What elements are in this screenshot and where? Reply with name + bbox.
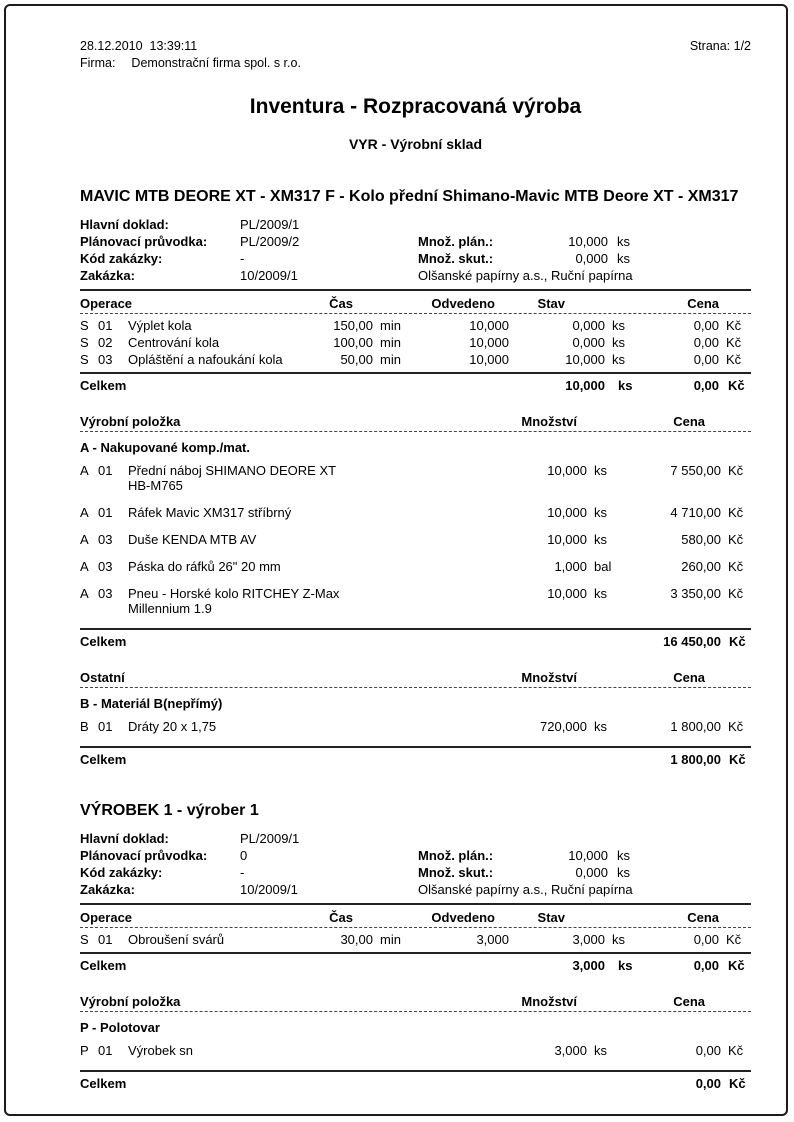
report-content <box>6 6 786 1092</box>
product-info-block <box>80 216 751 291</box>
info-unit-qty-actual: ks <box>617 251 630 266</box>
info-value-qty-actual: 0,000 <box>575 865 608 880</box>
mat-name <box>128 586 497 616</box>
mat-price: 7 550,00 <box>670 463 721 478</box>
op-name: Centrování kola <box>128 335 220 350</box>
report-subtitle: VYR - Výrobní sklad <box>348 136 483 152</box>
mat-unit: ks <box>594 532 607 547</box>
op-number: 01 <box>98 932 113 947</box>
column-header-price: Cena <box>687 910 719 925</box>
mat-number: 01 <box>98 719 113 734</box>
other-total-row <box>80 746 751 768</box>
mat-type: A <box>80 505 89 520</box>
op-number: 02 <box>98 335 113 350</box>
info-row <box>80 233 751 250</box>
material-row <box>80 559 751 574</box>
mat-name-line1: Duše KENDA MTB AV <box>128 532 257 547</box>
op-currency: Kč <box>726 335 742 350</box>
product-section <box>80 800 751 1092</box>
column-header-price: Cena <box>687 296 719 311</box>
op-time: 100,00 <box>333 335 373 350</box>
mat-price: 4 710,00 <box>670 505 721 520</box>
materials-total-row <box>80 628 751 650</box>
mat-price: 0,00 <box>695 1043 721 1058</box>
op-time-unit: min <box>380 335 401 350</box>
mat-name <box>128 559 497 574</box>
info-row <box>80 864 751 881</box>
info-label-qty-planned: Množ. plán.: <box>418 234 494 249</box>
total-state: 3,000 <box>572 958 605 973</box>
total-price: 16 450,00 <box>663 634 721 649</box>
info-label-planning-card: Plánovací průvodka: <box>80 848 208 863</box>
info-value-main-document: PL/2009/1 <box>240 217 300 232</box>
info-label-order-code: Kód zakázky: <box>80 865 163 880</box>
column-header-production-item: Výrobní položka <box>80 994 181 1009</box>
material-row <box>80 463 751 493</box>
op-time: 150,00 <box>333 318 373 333</box>
info-label-order: Zakázka: <box>80 882 135 897</box>
op-state-unit: ks <box>612 335 625 350</box>
mat-unit: ks <box>594 463 607 478</box>
mat-name-line1: Páska do ráfků 26" 20 mm <box>128 559 281 574</box>
op-name: Opláštění a nafoukání kola <box>128 352 283 367</box>
total-label: Celkem <box>80 958 127 973</box>
info-label-main-document: Hlavní doklad: <box>80 217 169 232</box>
mat-type: A <box>80 532 89 547</box>
mat-currency: Kč <box>728 586 744 601</box>
op-price: 0,00 <box>693 352 719 367</box>
op-number: 03 <box>98 352 113 367</box>
op-currency: Kč <box>726 352 742 367</box>
mat-number: 03 <box>98 559 113 574</box>
material-row <box>80 505 751 520</box>
total-currency: Kč <box>729 752 746 767</box>
total-currency: Kč <box>728 378 745 393</box>
column-header-operation: Operace <box>80 296 133 311</box>
total-label: Celkem <box>80 634 127 649</box>
op-state: 10,000 <box>565 352 605 367</box>
info-row <box>80 267 751 284</box>
operation-row <box>80 317 751 334</box>
info-label-qty-planned: Množ. plán.: <box>418 848 494 863</box>
info-value-qty-actual: 0,000 <box>575 251 608 266</box>
mat-currency: Kč <box>728 532 744 547</box>
mat-price: 260,00 <box>681 559 721 574</box>
mat-number: 03 <box>98 532 113 547</box>
report-header <box>80 38 751 54</box>
op-state-unit: ks <box>612 318 625 333</box>
mat-name-line1: Pneu - Horské kolo RITCHEY Z-Max <box>128 586 340 601</box>
op-time-unit: min <box>380 932 401 947</box>
column-header-other: Ostatní <box>80 670 125 685</box>
material-row <box>80 1043 751 1058</box>
total-price: 0,00 <box>693 378 719 393</box>
column-header-time: Čas <box>329 296 353 311</box>
report-datetime: 28.12.2010 13:39:11 <box>80 39 198 53</box>
info-row <box>80 847 751 864</box>
total-label: Celkem <box>80 1076 127 1091</box>
column-header-operation: Operace <box>80 910 133 925</box>
mat-name-line1: Přední náboj SHIMANO DEORE XT <box>128 463 337 478</box>
operation-row <box>80 931 751 948</box>
mat-price: 3 350,00 <box>670 586 721 601</box>
op-state-unit: ks <box>612 932 625 947</box>
total-label: Celkem <box>80 378 127 393</box>
mat-quantity: 10,000 <box>547 463 587 478</box>
op-time: 50,00 <box>340 352 373 367</box>
material-row <box>80 532 751 547</box>
mat-unit: bal <box>594 559 612 574</box>
info-value-order-code: - <box>240 865 245 880</box>
mat-quantity: 720,000 <box>540 719 587 734</box>
firm-name: Demonstrační firma spol. s r.o. <box>131 56 301 70</box>
info-value-planning-card: PL/2009/2 <box>240 234 300 249</box>
materials-table-header <box>80 409 751 432</box>
mat-quantity: 3,000 <box>554 1043 587 1058</box>
op-reported: 10,000 <box>469 352 509 367</box>
total-label: Celkem <box>80 752 127 767</box>
column-header-quantity: Množství <box>521 994 577 1009</box>
material-row <box>80 586 751 616</box>
mat-number: 01 <box>98 505 113 520</box>
info-unit-qty-actual: ks <box>617 865 630 880</box>
op-time: 30,00 <box>340 932 373 947</box>
mat-unit: ks <box>594 505 607 520</box>
op-type: S <box>80 335 89 350</box>
op-currency: Kč <box>726 932 742 947</box>
info-label-qty-actual: Množ. skut.: <box>418 865 494 880</box>
column-header-reported: Odvedeno <box>431 910 495 925</box>
op-name: Obroušení svárů <box>128 932 225 947</box>
operations-table-header <box>80 291 751 314</box>
info-value-order: 10/2009/1 <box>240 882 298 897</box>
op-name: Výplet kola <box>128 318 192 333</box>
material-group-heading: P - Polotovar <box>80 1020 160 1035</box>
info-row <box>80 830 751 847</box>
other-row <box>80 719 751 734</box>
mat-type: P <box>80 1043 89 1058</box>
total-currency: Kč <box>729 1076 746 1091</box>
mat-quantity: 1,000 <box>554 559 587 574</box>
mat-type: A <box>80 586 89 601</box>
info-row <box>80 250 751 267</box>
total-price: 1 800,00 <box>670 752 721 767</box>
info-value-order-code: - <box>240 251 245 266</box>
product-section <box>80 186 751 768</box>
mat-currency: Kč <box>728 505 744 520</box>
op-currency: Kč <box>726 318 742 333</box>
mat-number: 01 <box>98 1043 113 1058</box>
product-info-block <box>80 830 751 905</box>
mat-type: B <box>80 719 89 734</box>
column-header-quantity: Množství <box>521 670 577 685</box>
op-type: S <box>80 352 89 367</box>
info-customer-name: Olšanské papírny a.s., Ruční papírna <box>418 882 633 897</box>
column-header-quantity: Množství <box>521 414 577 429</box>
total-currency: Kč <box>728 958 745 973</box>
total-state-unit: ks <box>618 958 633 973</box>
op-time-unit: min <box>380 318 401 333</box>
op-state: 3,000 <box>572 932 605 947</box>
column-header-state: Stav <box>537 910 565 925</box>
page-number: Strana: 1/2 <box>689 39 751 53</box>
column-header-price: Cena <box>673 414 705 429</box>
operations-rows <box>80 314 751 372</box>
operations-rows <box>80 928 751 952</box>
info-label-order: Zakázka: <box>80 268 135 283</box>
mat-name <box>128 505 497 520</box>
total-price: 0,00 <box>695 1076 721 1091</box>
mat-type: A <box>80 463 89 478</box>
operations-table-header <box>80 905 751 928</box>
op-state-unit: ks <box>612 352 625 367</box>
total-price: 0,00 <box>693 958 719 973</box>
column-header-price: Cena <box>673 670 705 685</box>
info-value-order: 10/2009/1 <box>240 268 298 283</box>
report-page <box>4 4 788 1116</box>
mat-name: Výrobek sn <box>128 1043 194 1058</box>
operations-total-row <box>80 952 751 974</box>
op-price: 0,00 <box>693 318 719 333</box>
column-header-time: Čas <box>329 910 353 925</box>
product-heading: MAVIC MTB DEORE XT - XM317 F - Kolo přední Shimano-Mavic MTB Deore XT - XM317 <box>80 188 739 205</box>
mat-name-line1: Ráfek Mavic XM317 stříbrný <box>128 505 292 520</box>
op-price: 0,00 <box>693 335 719 350</box>
mat-name-line2: HB-M765 <box>128 478 183 493</box>
info-label-qty-actual: Množ. skut.: <box>418 251 494 266</box>
op-number: 01 <box>98 318 113 333</box>
column-header-state: Stav <box>537 296 565 311</box>
total-state: 10,000 <box>565 378 605 393</box>
total-currency: Kč <box>729 634 746 649</box>
mat-currency: Kč <box>728 463 744 478</box>
info-unit-qty-planned: ks <box>617 848 630 863</box>
info-value-qty-planned: 10,000 <box>568 234 608 249</box>
info-customer-name: Olšanské papírny a.s., Ruční papírna <box>418 268 633 283</box>
info-label-order-code: Kód zakázky: <box>80 251 163 266</box>
column-header-reported: Odvedeno <box>431 296 495 311</box>
firm-line <box>80 55 751 71</box>
op-reported: 3,000 <box>476 932 509 947</box>
info-label-planning-card: Plánovací průvodka: <box>80 234 208 249</box>
info-value-planning-card: 0 <box>240 848 248 863</box>
product-heading: VÝROBEK 1 - výrober 1 <box>80 802 259 819</box>
other-group-heading: B - Materiál B(nepřímý) <box>80 696 223 711</box>
op-reported: 10,000 <box>469 318 509 333</box>
mat-price: 1 800,00 <box>670 719 721 734</box>
mat-currency: Kč <box>728 719 744 734</box>
info-value-main-document: PL/2009/1 <box>240 831 300 846</box>
column-header-price: Cena <box>673 994 705 1009</box>
materials-total-row <box>80 1070 751 1092</box>
mat-unit: ks <box>594 719 607 734</box>
mat-currency: Kč <box>728 1043 744 1058</box>
operations-total-row <box>80 372 751 394</box>
mat-quantity: 10,000 <box>547 532 587 547</box>
other-table-header <box>80 665 751 688</box>
mat-number: 01 <box>98 463 113 478</box>
mat-name-line2: Millennium 1.9 <box>128 601 212 616</box>
mat-unit: ks <box>594 586 607 601</box>
info-label-main-document: Hlavní doklad: <box>80 831 169 846</box>
mat-quantity: 10,000 <box>547 505 587 520</box>
mat-unit: ks <box>594 1043 607 1058</box>
op-price: 0,00 <box>693 932 719 947</box>
info-row <box>80 216 751 233</box>
op-type: S <box>80 932 89 947</box>
info-row <box>80 881 751 898</box>
op-state: 0,000 <box>572 318 605 333</box>
operation-row <box>80 334 751 351</box>
column-header-production-item: Výrobní položka <box>80 414 181 429</box>
op-reported: 10,000 <box>469 335 509 350</box>
mat-name <box>128 463 497 493</box>
mat-name <box>128 532 497 547</box>
mat-number: 03 <box>98 586 113 601</box>
op-type: S <box>80 318 89 333</box>
firm-label: Firma: <box>80 56 116 70</box>
operation-row <box>80 351 751 368</box>
mat-currency: Kč <box>728 559 744 574</box>
info-value-qty-planned: 10,000 <box>568 848 608 863</box>
op-state: 0,000 <box>572 335 605 350</box>
op-time-unit: min <box>380 352 401 367</box>
materials-table-header <box>80 989 751 1012</box>
mat-price: 580,00 <box>681 532 721 547</box>
info-unit-qty-planned: ks <box>617 234 630 249</box>
total-state-unit: ks <box>618 378 633 393</box>
mat-name: Dráty 20 x 1,75 <box>128 719 217 734</box>
material-group-heading: A - Nakupované komp./mat. <box>80 440 250 455</box>
report-title: Inventura - Rozpracovaná výroba <box>249 95 582 118</box>
mat-quantity: 10,000 <box>547 586 587 601</box>
mat-type: A <box>80 559 89 574</box>
